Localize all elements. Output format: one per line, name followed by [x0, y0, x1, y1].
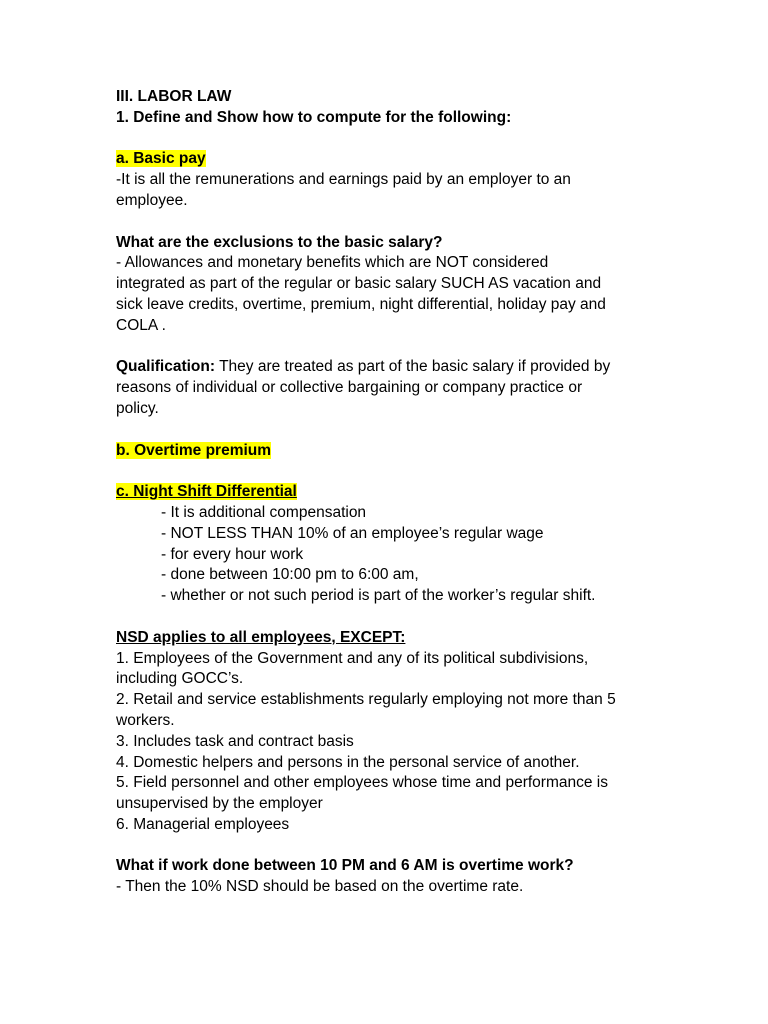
nsd-heading-line	[116, 482, 661, 503]
qualification-line-3: policy.	[116, 399, 159, 417]
basic-pay-definition-line-2: employee.	[116, 191, 188, 209]
spacer	[116, 129, 661, 150]
exclusions-question: What are the exclusions to the basic salary?	[116, 233, 443, 251]
exception-line: 3. Includes task and contract basis	[116, 732, 354, 750]
nsd-exceptions-heading: NSD applies to all employees, EXCEPT:	[116, 628, 406, 646]
spacer	[116, 461, 661, 482]
exception-line: 1. Employees of the Government and any of its political subdivisions,	[116, 649, 589, 667]
basic-pay-heading: a. Basic pay	[116, 150, 206, 168]
basic-pay-heading-line	[116, 149, 661, 170]
spacer	[116, 607, 661, 628]
spacer	[116, 836, 661, 857]
overtime-heading-line	[116, 441, 661, 462]
document-page	[116, 87, 661, 898]
qualification-line-1	[116, 357, 661, 378]
nsd-item: - whether or not such period is part of the worker’s regular shift.	[161, 587, 596, 605]
nsd-item: - NOT LESS THAN 10% of an employee’s regular wage	[161, 524, 544, 542]
overtime-premium-heading: b. Overtime premium	[116, 441, 272, 459]
night-shift-differential-heading: c. Night Shift Differential	[116, 483, 297, 501]
nsd-item: - It is additional compensation	[161, 503, 367, 521]
exclusions-line-4: COLA .	[116, 316, 166, 334]
qualification-text: They are treated as part of the basic salary if provided by	[215, 358, 611, 376]
exception-line: including GOCC’s.	[116, 670, 244, 688]
exception-line: 6. Managerial employees	[116, 815, 290, 833]
overtime-nsd-question: What if work done between 10 PM and 6 AM is overtime work?	[116, 857, 574, 875]
exception-line: workers.	[116, 711, 175, 729]
exclusions-line-3: sick leave credits, overtime, premium, night differential, holiday pay and	[116, 295, 606, 313]
exception-line: 5. Field personnel and other employees whose time and performance is	[116, 774, 608, 792]
exclusions-line-2: integrated as part of the regular or basic salary SUCH AS vacation and	[116, 275, 602, 293]
question-heading: 1. Define and Show how to compute for the following:	[116, 108, 512, 126]
nsd-item: - done between 10:00 pm to 6:00 am,	[161, 566, 419, 584]
exception-line: 2. Retail and service establishments regularly employing not more than 5	[116, 691, 616, 709]
basic-pay-definition-line-1: -It is all the remunerations and earnings paid by an employer to an	[116, 171, 571, 189]
nsd-item: - for every hour work	[161, 545, 304, 563]
qualification-label: Qualification:	[116, 358, 216, 376]
exception-line: 4. Domestic helpers and persons in the personal service of another.	[116, 753, 580, 771]
exception-line: unsupervised by the employer	[116, 795, 323, 813]
exclusions-line-1: - Allowances and monetary benefits which are NOT considered	[116, 254, 549, 272]
spacer	[116, 212, 661, 233]
spacer	[116, 420, 661, 441]
section-title: III. LABOR LAW	[116, 88, 232, 105]
spacer	[116, 337, 661, 358]
overtime-nsd-answer: - Then the 10% NSD should be based on the overtime rate.	[116, 878, 524, 896]
qualification-line-2: reasons of individual or collective bargaining or company practice or	[116, 379, 583, 397]
